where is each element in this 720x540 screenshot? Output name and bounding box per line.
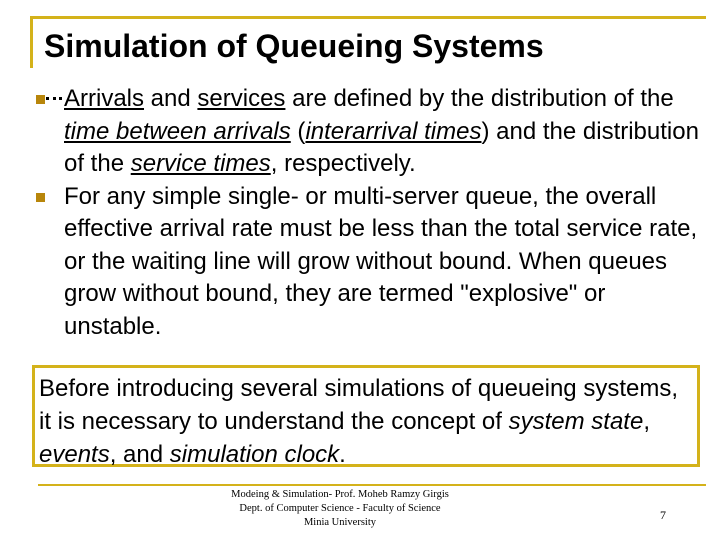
dotted-mark [46,97,62,100]
term-time-between-arrivals: time between arrivals [64,117,291,145]
callout-text-2: , [643,408,650,435]
term-simulation-clock: simulation clock [169,441,340,468]
callout-text-4: . [339,441,346,468]
footer [200,488,480,530]
callout-text-1: Before introducing several simulations of queueing systems, it is necessary to understand the concept of [39,375,678,435]
slide-title: Simulation of Queueing Systems [44,28,544,64]
term-events: events [39,441,110,468]
callout-text-3: , and [109,441,170,468]
callout-box [32,365,700,467]
term-service-times: service times [130,150,271,177]
footer-line-3: Minia University [303,517,377,528]
footer-line-1: Modeing & Simulation- Prof. Moheb Ramzy Girgis [231,489,449,500]
bullet1-text-3: ( [290,117,306,145]
term-arrivals: Arrivals [64,85,145,112]
bullet-item-2 [32,181,704,344]
bullet1-text-1: and [144,85,198,112]
term-interarrival-times: interarrival times [305,117,482,145]
bullet1-text-4: ) and the distribution of the [64,117,699,177]
term-services: services [197,85,286,112]
footer-rule [38,484,706,486]
bullet-square-icon [36,193,45,202]
bullet1-text-5: , respectively. [270,150,416,177]
title-left-rule [30,16,33,68]
bullet-list [32,83,704,343]
footer-line-2: Dept. of Computer Science - Faculty of Science [239,503,441,514]
page-number: 7 [660,508,666,522]
bullet-item-1 [32,83,704,181]
bullet1-text-2: are defined by the distribution of the [285,85,674,112]
bullet-square-icon [36,95,45,104]
title-top-rule [30,16,706,19]
bullet2-text: For any simple single- or multi-server queue, the overall effective arrival rate must be less than the total service rate, or the waiting line will grow without bound. When queues grow without bound, they are termed "explosive" or unstable. [64,182,698,340]
term-system-state: system state [508,408,644,435]
